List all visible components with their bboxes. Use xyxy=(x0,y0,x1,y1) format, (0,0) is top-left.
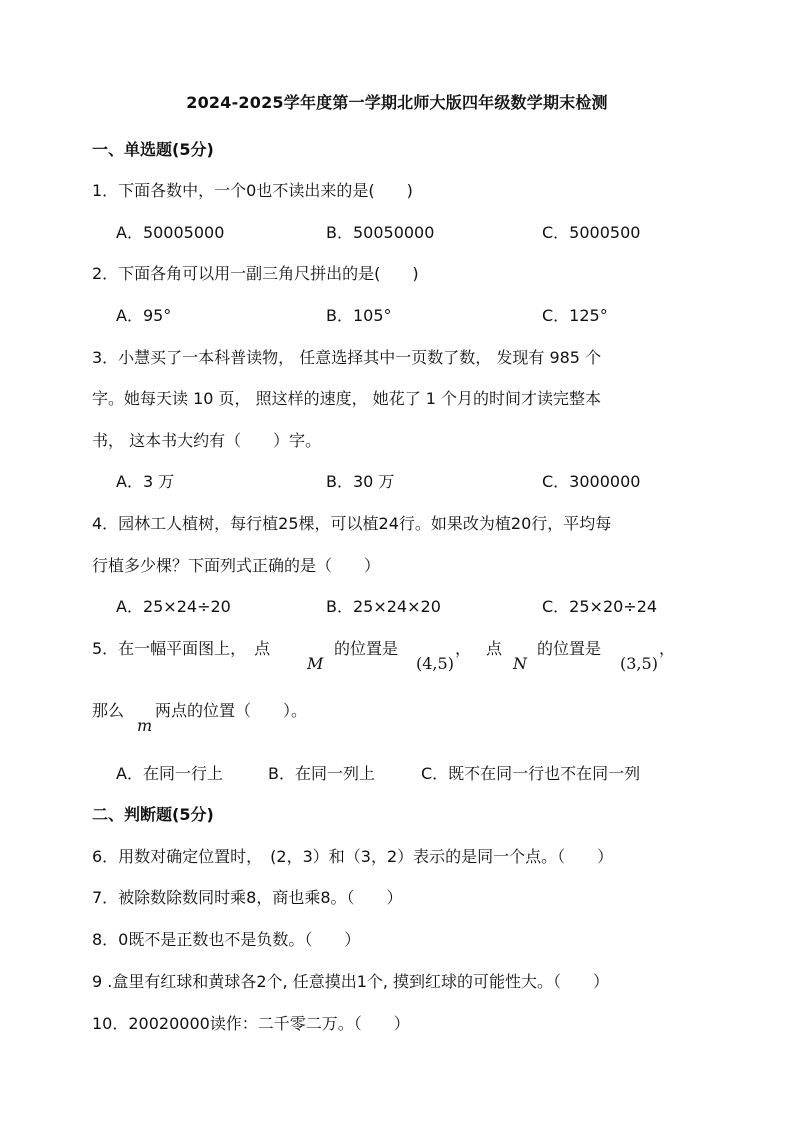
question-5-text-position-n: 的位置是 xyxy=(537,639,602,658)
question-7: 7．被除数除数同时乘8，商也乘8。（ ） xyxy=(92,888,403,907)
points-symbol: m xyxy=(137,716,153,735)
question-3-line-1: 3．小慧买了一本科普读物， 任意选择其中一页数了数， 发现有 985 个 xyxy=(92,348,602,367)
section-heading-single-choice: 一、单选题(5分) xyxy=(92,140,214,159)
question-5-comma: ， xyxy=(659,639,676,658)
option-c[interactable]: C．5000500 xyxy=(542,223,641,242)
question-6: 6．用数对确定位置时， (2，3）和（3，2）表示的是同一个点。（ ） xyxy=(92,847,614,866)
question-5-line-2-start: 那么 xyxy=(92,701,125,720)
question-3-line-2: 字。她每天读 10 页， 照这样的速度， 她花了 1 个月的时间才读完整本 xyxy=(92,389,602,408)
coordinate-m: (4,5) xyxy=(416,654,454,673)
question-5-comma: ， xyxy=(455,639,472,658)
option-c[interactable]: C．3000000 xyxy=(542,472,641,491)
question-9: 9 .盒里有红球和黄球各2个, 任意摸出1个, 摸到红球的可能性大。（ ） xyxy=(92,972,610,991)
question-5-text-position-m: 的位置是 xyxy=(334,639,399,658)
point-m-symbol: M xyxy=(307,654,324,673)
option-b[interactable]: B．25×24×20 xyxy=(326,597,441,616)
question-4-line-2: 行植多少棵？下面列式正确的是（ ） xyxy=(92,556,381,575)
point-n-symbol: N xyxy=(513,654,527,673)
section-heading-true-false: 二、判断题(5分) xyxy=(92,805,214,824)
option-b[interactable]: B．30 万 xyxy=(326,472,395,491)
option-b[interactable]: B．105° xyxy=(326,306,392,325)
option-a[interactable]: A．95° xyxy=(116,306,172,325)
question-1: 1．下面各数中，一个0也不读出来的是( ) xyxy=(92,181,413,200)
option-a[interactable]: A．25×24÷20 xyxy=(116,597,231,616)
option-c[interactable]: C．25×20÷24 xyxy=(542,597,658,616)
page-title: 2024-2025学年度第一学期北师大版四年级数学期末检测 xyxy=(186,93,608,112)
option-a[interactable]: A．50005000 xyxy=(116,223,225,242)
option-c[interactable]: C．既不在同一行也不在同一列 xyxy=(421,764,641,783)
question-4-line-1: 4．园林工人植树，每行植25棵，可以植24行。如果改为植20行，平均每 xyxy=(92,514,612,533)
question-5-text-start: 5．在一幅平面图上， 点 xyxy=(92,639,271,658)
option-b[interactable]: B．在同一列上 xyxy=(268,764,375,783)
option-a[interactable]: A．3 万 xyxy=(116,472,175,491)
question-2: 2．下面各角可以用一副三角尺拼出的是( ) xyxy=(92,264,419,283)
option-c[interactable]: C．125° xyxy=(542,306,608,325)
coordinate-n: (3,5) xyxy=(620,654,658,673)
question-5-text-point: 点 xyxy=(486,639,503,658)
option-b[interactable]: B．50050000 xyxy=(326,223,435,242)
question-5-line-2-end: 两点的位置（ ）。 xyxy=(155,701,308,720)
question-10: 10．20020000读作：二千零二万。（ ） xyxy=(92,1014,410,1033)
question-8: 8．0既不是正数也不是负数。（ ） xyxy=(92,930,361,949)
question-3-line-3: 书， 这本书大约有（ ）字。 xyxy=(92,431,322,450)
option-a[interactable]: A．在同一行上 xyxy=(116,764,223,783)
